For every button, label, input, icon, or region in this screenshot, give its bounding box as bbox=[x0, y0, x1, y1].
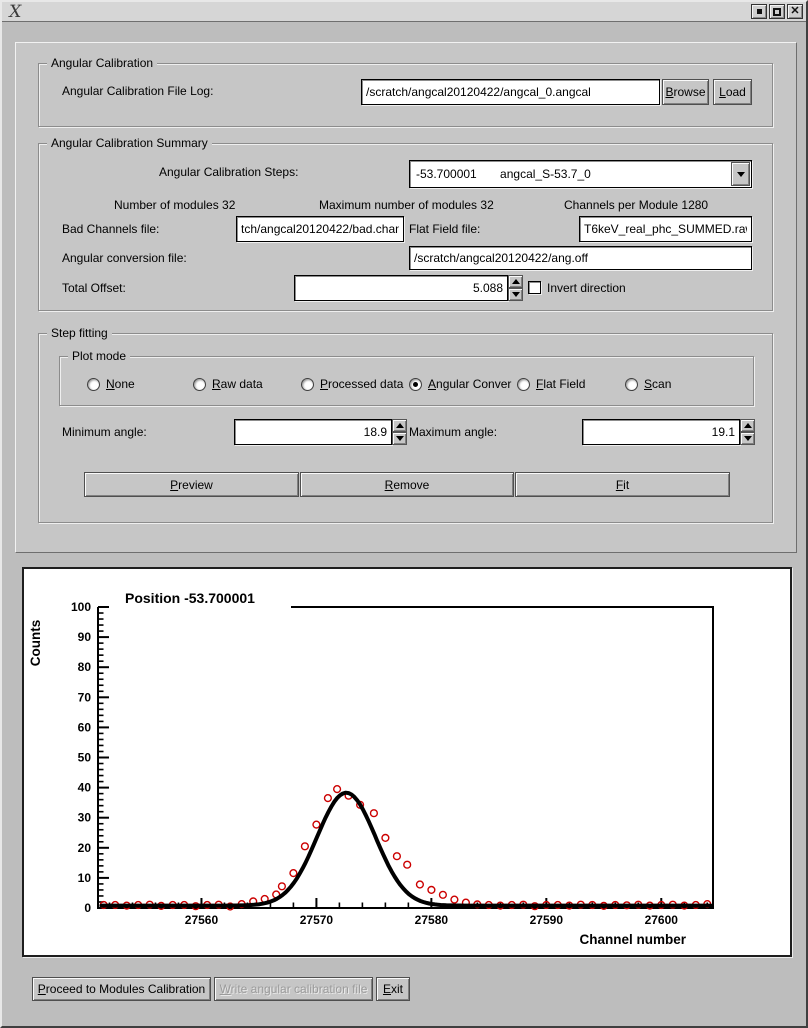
browse-button-label: Browse bbox=[665, 85, 706, 99]
group-plot-mode-label: Plot mode bbox=[68, 349, 130, 363]
maximize-button[interactable] bbox=[769, 4, 785, 19]
svg-text:30: 30 bbox=[77, 810, 91, 825]
svg-text:70: 70 bbox=[77, 690, 91, 705]
proceed-modules-calibration-button[interactable] bbox=[32, 977, 211, 1001]
spin-up-button[interactable] bbox=[392, 419, 407, 432]
fit-button[interactable] bbox=[515, 472, 730, 497]
preview-button-label: Preview bbox=[170, 477, 213, 492]
svg-text:60: 60 bbox=[77, 720, 91, 735]
group-calibration-summary bbox=[38, 136, 773, 311]
svg-text:27560: 27560 bbox=[184, 913, 219, 927]
radio-processed-data[interactable] bbox=[301, 377, 403, 391]
svg-text:20: 20 bbox=[77, 840, 91, 855]
radio-icon bbox=[301, 378, 314, 391]
minimize-icon bbox=[757, 9, 762, 14]
radio-icon bbox=[193, 378, 206, 391]
x11-logo-icon: X bbox=[7, 2, 23, 22]
total-offset-label: Total Offset: bbox=[62, 281, 126, 295]
bad-channels-input[interactable] bbox=[236, 216, 404, 242]
close-icon: ✕ bbox=[790, 5, 800, 17]
chevron-down-icon bbox=[737, 172, 745, 177]
group-angular-calibration-label: Angular Calibration bbox=[47, 56, 157, 70]
titlebar[interactable] bbox=[2, 2, 806, 22]
group-step-fitting-label: Step fitting bbox=[47, 326, 112, 340]
preview-button[interactable] bbox=[84, 472, 299, 497]
spin-down-button[interactable] bbox=[740, 432, 755, 445]
svg-text:40: 40 bbox=[77, 780, 91, 795]
channels-per-module-text: Channels per Module 1280 bbox=[564, 198, 709, 212]
exit-button-label: Exit bbox=[382, 982, 403, 996]
arrow-up-icon bbox=[396, 423, 404, 428]
svg-text:90: 90 bbox=[77, 630, 91, 645]
invert-direction-checkbox[interactable] bbox=[528, 281, 541, 294]
steps-combobox-value: -53.700001 angcal_S-53.7_0 bbox=[416, 167, 591, 181]
remove-button-label: Remove bbox=[384, 477, 430, 492]
svg-text:27600: 27600 bbox=[644, 913, 678, 927]
radio-icon bbox=[87, 378, 100, 391]
max-modules-text: Maximum number of modules 32 bbox=[319, 198, 494, 212]
radio-angular-conversion-label: Angular Conver bbox=[428, 377, 512, 391]
min-angle-input[interactable] bbox=[234, 419, 392, 445]
svg-text:0: 0 bbox=[84, 901, 91, 915]
arrow-up-icon bbox=[744, 423, 752, 428]
max-angle-label: Maximum angle: bbox=[409, 425, 498, 439]
steps-label: Angular Calibration Steps: bbox=[159, 165, 299, 179]
form-panel bbox=[15, 42, 797, 553]
group-plot-mode bbox=[59, 349, 754, 406]
total-offset-spinner bbox=[508, 275, 523, 301]
radio-none-label: None bbox=[106, 377, 135, 391]
radio-icon bbox=[517, 378, 530, 391]
exit-button[interactable] bbox=[376, 977, 410, 1001]
close-button[interactable] bbox=[787, 4, 803, 19]
flat-field-label: Flat Field file: bbox=[409, 222, 481, 236]
spin-up-button[interactable] bbox=[740, 419, 755, 432]
group-calibration-summary-label: Angular Calibration Summary bbox=[47, 136, 212, 150]
proceed-button-label: Proceed to Modules Calibration bbox=[37, 982, 206, 996]
group-step-fitting bbox=[38, 326, 773, 523]
arrow-up-icon bbox=[512, 279, 520, 284]
spin-down-button[interactable] bbox=[392, 432, 407, 445]
svg-text:27570: 27570 bbox=[299, 913, 334, 927]
svg-text:27580: 27580 bbox=[414, 913, 449, 927]
bad-channels-label: Bad Channels file: bbox=[62, 222, 160, 236]
radio-processed-data-label: Processed data bbox=[320, 377, 404, 391]
radio-raw-data[interactable] bbox=[193, 377, 263, 391]
maximize-icon bbox=[773, 8, 781, 16]
steps-combobox[interactable] bbox=[409, 160, 752, 188]
svg-text:Position -53.700001: Position -53.700001 bbox=[125, 590, 255, 606]
spin-up-button[interactable] bbox=[508, 275, 523, 288]
radio-angular-conversion[interactable] bbox=[409, 377, 511, 391]
radio-scan[interactable] bbox=[625, 377, 671, 391]
num-modules-text: Number of modules 32 bbox=[114, 198, 236, 212]
minimize-button[interactable] bbox=[751, 4, 767, 19]
radio-icon bbox=[625, 378, 638, 391]
file-log-input[interactable] bbox=[361, 79, 660, 105]
max-angle-input[interactable] bbox=[582, 419, 740, 445]
radio-raw-data-label: Raw data bbox=[212, 377, 263, 391]
browse-button[interactable] bbox=[662, 79, 709, 105]
arrow-down-icon bbox=[396, 436, 404, 441]
svg-text:50: 50 bbox=[77, 750, 91, 765]
calibration-plot bbox=[24, 569, 790, 955]
svg-text:80: 80 bbox=[77, 660, 91, 675]
min-angle-spinner bbox=[392, 419, 407, 445]
combobox-dropdown-button[interactable] bbox=[731, 162, 750, 186]
load-button[interactable] bbox=[713, 79, 752, 105]
remove-button[interactable] bbox=[300, 472, 514, 497]
flat-field-input[interactable] bbox=[579, 216, 752, 242]
spin-down-button[interactable] bbox=[508, 288, 523, 301]
load-button-label: Load bbox=[719, 85, 746, 99]
total-offset-input[interactable] bbox=[294, 275, 508, 301]
fit-button-label: Fit bbox=[615, 477, 630, 492]
svg-text:100: 100 bbox=[70, 600, 91, 614]
arrow-down-icon bbox=[744, 436, 752, 441]
file-log-label: Angular Calibration File Log: bbox=[62, 84, 214, 98]
ang-conv-input[interactable] bbox=[409, 246, 752, 270]
ang-conv-label: Angular conversion file: bbox=[62, 251, 187, 265]
radio-icon bbox=[409, 378, 422, 391]
write-angular-calibration-button[interactable] bbox=[214, 977, 373, 1001]
write-button-label: Write angular calibration file bbox=[219, 982, 368, 996]
group-angular-calibration bbox=[38, 56, 773, 127]
window-controls bbox=[751, 4, 803, 19]
max-angle-spinner bbox=[740, 419, 755, 445]
radio-scan-label: Scan bbox=[644, 377, 672, 391]
invert-direction-label: Invert direction bbox=[547, 281, 626, 295]
plot-panel bbox=[22, 567, 792, 957]
radio-flat-field[interactable] bbox=[517, 377, 585, 391]
svg-text:27590: 27590 bbox=[529, 913, 564, 927]
svg-text:Counts: Counts bbox=[28, 619, 43, 667]
svg-text:10: 10 bbox=[77, 870, 91, 885]
svg-text:Channel number: Channel number bbox=[579, 932, 686, 947]
radio-none[interactable] bbox=[87, 377, 135, 391]
arrow-down-icon bbox=[512, 292, 520, 297]
radio-flat-field-label: Flat Field bbox=[536, 377, 586, 391]
min-angle-label: Minimum angle: bbox=[62, 425, 147, 439]
